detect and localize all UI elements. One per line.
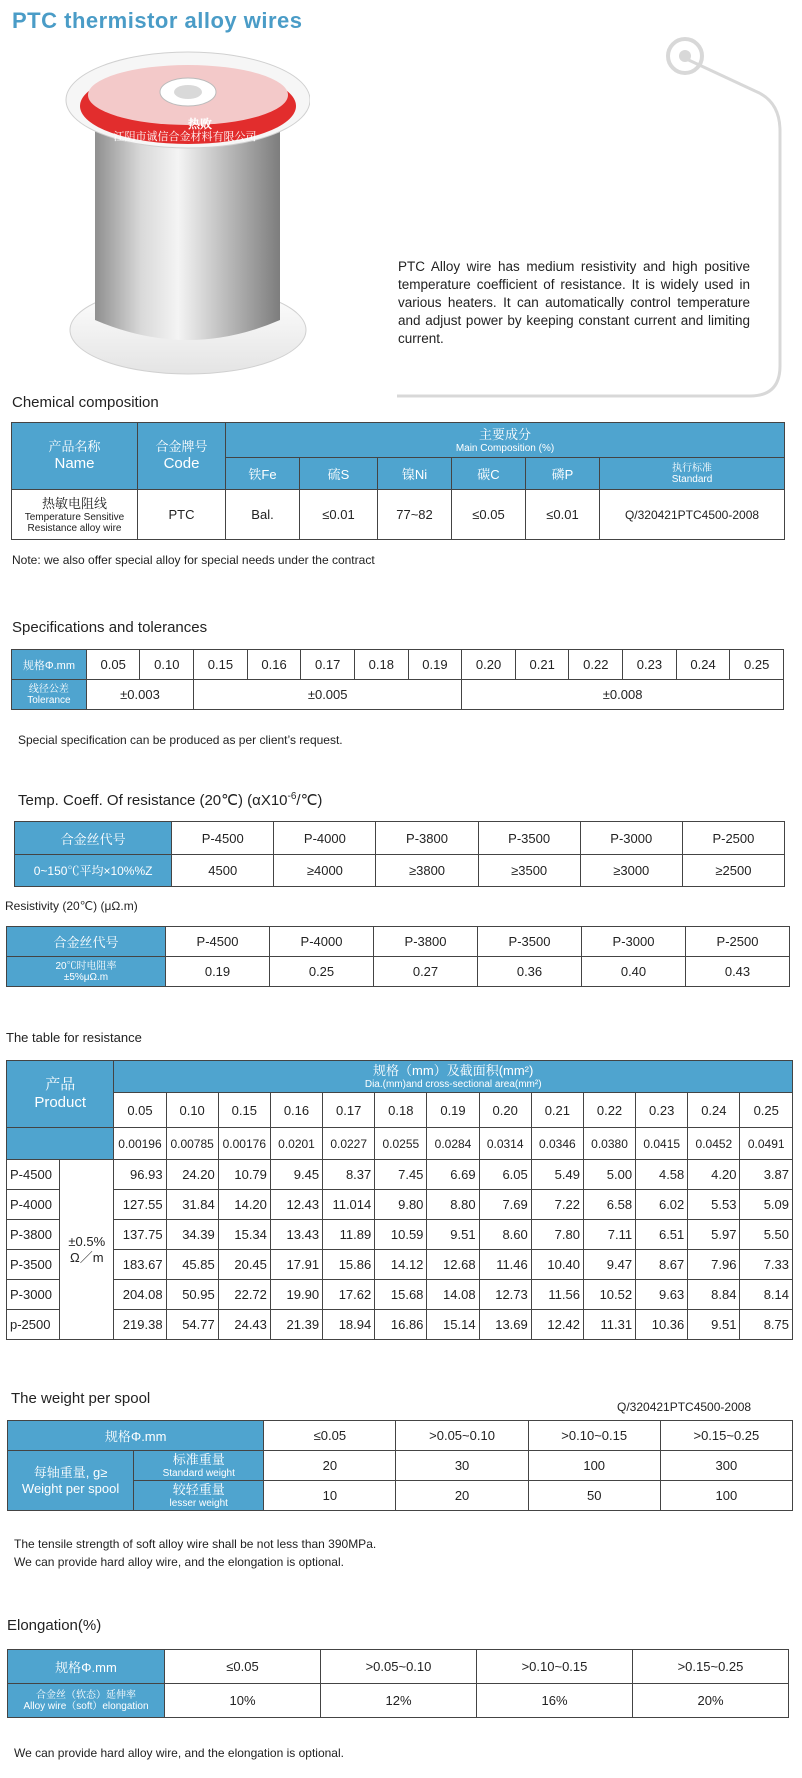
spool-maker-label: 江阴市诚信合金材料有限公司 [113,130,257,143]
res-value: 7.80 [531,1220,583,1250]
table-row [7,1190,793,1220]
tcr-value: ≥4000 [274,855,376,887]
chem-col-p: 磷P [526,458,600,490]
resistivity-value: 0.43 [686,957,790,987]
spec-heading: Specifications and tolerances [12,619,208,636]
spec-size: 0.22 [569,650,623,680]
tcr-value: ≥3000 [580,855,682,887]
res-dia: 0.21 [531,1093,583,1128]
resistivity-code: P-3500 [478,927,582,957]
res-value: 54.77 [166,1310,218,1340]
res-value: 137.75 [114,1220,166,1250]
res-area: 0.0255 [375,1128,427,1160]
res-value: 6.69 [427,1160,479,1190]
elong-value: 12% [321,1684,477,1718]
res-value: 17.62 [323,1280,375,1310]
spool-logo-label: 热败 [187,117,213,131]
res-row-code: P-4500 [7,1160,60,1190]
res-area: 0.0415 [636,1128,688,1160]
res-dia: 0.15 [218,1093,270,1128]
tcr-code: P-4000 [274,822,376,855]
res-value: 15.86 [323,1250,375,1280]
chem-row-code: PTC [138,490,226,540]
res-dia: 0.23 [636,1093,688,1128]
chem-note: Note: we also offer special alloy for special needs under the contract [12,553,375,567]
weight-standard-label: 标准重量 Standard weight [134,1451,264,1481]
res-value: 14.20 [218,1190,270,1220]
res-value: 5.97 [688,1220,740,1250]
weight-heading: The weight per spool [11,1390,151,1407]
res-value: 9.51 [688,1310,740,1340]
elong-value-label: 合金丝（软态）延伸率 Alloy wire（soft）elongation [8,1684,165,1718]
res-area-row [7,1128,793,1160]
weight-range: >0.05~0.10 [396,1421,528,1451]
resistivity-code: P-2500 [686,927,790,957]
res-value: 11.014 [323,1190,375,1220]
res-value: 18.94 [323,1310,375,1340]
elong-range: >0.15~0.25 [633,1650,789,1684]
resistivity-code: P-3800 [374,927,478,957]
res-value: 12.73 [479,1280,531,1310]
res-row-code: P-3800 [7,1220,60,1250]
resistance-table [6,1060,793,1340]
elong-range: >0.05~0.10 [321,1650,477,1684]
table-row [7,1310,793,1340]
res-value: 3.87 [740,1160,793,1190]
resistivity-table [6,926,790,987]
elong-range: ≤0.05 [165,1650,321,1684]
spec-size: 0.21 [515,650,569,680]
res-value: 8.75 [740,1310,793,1340]
elong-table [7,1649,789,1718]
res-dia-row [7,1093,793,1128]
resistivity-value: 0.40 [582,957,686,987]
res-area: 0.00176 [218,1128,270,1160]
spec-table [11,649,784,710]
res-value: 6.05 [479,1160,531,1190]
res-area: 0.0346 [531,1128,583,1160]
weight-standard-value: 100 [528,1451,660,1481]
weight-lesser-value: 20 [396,1481,528,1511]
res-area: 0.0201 [270,1128,322,1160]
res-value: 14.08 [427,1280,479,1310]
table-row [7,1250,793,1280]
res-value: 14.12 [375,1250,427,1280]
resistivity-value: 0.36 [478,957,582,987]
spec-tolerance: ±0.003 [86,680,193,710]
res-area: 0.00196 [114,1128,166,1160]
res-value: 15.14 [427,1310,479,1340]
res-value: 12.68 [427,1250,479,1280]
res-row-code: p-2500 [7,1310,60,1340]
res-value: 10.36 [636,1310,688,1340]
resistivity-value: 0.19 [166,957,270,987]
res-value: 8.67 [636,1250,688,1280]
res-value: 11.89 [323,1220,375,1250]
table-row [7,1280,793,1310]
res-value: 6.51 [636,1220,688,1250]
spec-size: 0.16 [247,650,301,680]
table-row [7,1160,793,1190]
chem-val: ≤0.05 [452,490,526,540]
resistivity-value: 0.25 [270,957,374,987]
res-dia: 0.17 [323,1093,375,1128]
res-value: 10.79 [218,1160,270,1190]
tcr-code: P-3800 [376,822,478,855]
res-value: 4.58 [636,1160,688,1190]
resistivity-code-label: 合金丝代号 [7,927,166,957]
res-unit: ±0.5% Ω／m [60,1160,114,1340]
res-area: 0.0380 [583,1128,635,1160]
tcr-code: P-4500 [172,822,274,855]
spec-size: 0.05 [86,650,140,680]
weight-standard: Q/320421PTC4500-2008 [617,1400,752,1414]
elong-value: 16% [477,1684,633,1718]
res-dia: 0.16 [270,1093,322,1128]
res-value: 22.72 [218,1280,270,1310]
res-area: 0.0284 [427,1128,479,1160]
res-value: 10.59 [375,1220,427,1250]
tcr-value: ≥2500 [682,855,784,887]
tcr-code: P-3500 [478,822,580,855]
res-value: 50.95 [166,1280,218,1310]
spec-note: Special specification can be produced as per client’s request. [18,733,343,747]
res-value: 11.31 [583,1310,635,1340]
res-dia: 0.25 [740,1093,793,1128]
spec-size: 0.18 [354,650,408,680]
spec-size: 0.19 [408,650,462,680]
wire-spool-image [60,40,310,375]
elong-value: 20% [633,1684,789,1718]
res-dia: 0.19 [427,1093,479,1128]
res-value: 8.60 [479,1220,531,1250]
res-area: 0.0452 [688,1128,740,1160]
res-value: 17.91 [270,1250,322,1280]
res-value: 9.63 [636,1280,688,1310]
weight-standard-value: 30 [396,1451,528,1481]
chem-val: ≤0.01 [526,490,600,540]
res-area: 0.0314 [479,1128,531,1160]
weight-standard-value: 20 [264,1451,396,1481]
elong-size-label: 规格Φ.mm [8,1650,165,1684]
weight-size-label: 规格Φ.mm [8,1421,264,1451]
weight-lesser-value: 10 [264,1481,396,1511]
res-table-heading: The table for resistance [6,1030,142,1045]
weight-per-spool-label: 每轴重量, g≥ Weight per spool [8,1451,134,1511]
res-value: 9.47 [583,1250,635,1280]
tcr-value-label: 0~150℃平均×10%%Z [15,855,172,887]
tcr-heading: Temp. Coeff. Of resistance (20℃) $(\alpha X10^{-6}/℃)$ [18,791,323,809]
chem-name-header: 产品名称 Name [12,423,138,490]
res-value: 10.40 [531,1250,583,1280]
res-area: 0.0491 [740,1128,793,1160]
chem-heading: Chemical composition [12,394,159,411]
tcr-code: P-2500 [682,822,784,855]
weight-table [7,1420,793,1511]
res-value: 16.86 [375,1310,427,1340]
res-row-code: P-3500 [7,1250,60,1280]
weight-range: ≤0.05 [264,1421,396,1451]
res-dia: 0.05 [114,1093,166,1128]
weight-note-1: The tensile strength of soft alloy wire shall be not less than 390MPa. [14,1537,377,1551]
chem-col-standard: 执行标准 Standard [600,458,785,490]
res-value: 45.85 [166,1250,218,1280]
chem-col-c: 碳C [452,458,526,490]
weight-range: >0.15~0.25 [660,1421,792,1451]
res-value: 24.43 [218,1310,270,1340]
res-value: 31.84 [166,1190,218,1220]
elong-value: 10% [165,1684,321,1718]
res-value: 8.14 [740,1280,793,1310]
chem-row-name: 热敏电阻线 Temperature Sensitive Resistance alloy wire [12,490,138,540]
resistivity-value: 0.27 [374,957,478,987]
res-value: 7.22 [531,1190,583,1220]
resistivity-code: P-4000 [270,927,374,957]
res-value: 5.50 [740,1220,793,1250]
page-title: PTC thermistor alloy wires [12,8,303,33]
res-value: 20.45 [218,1250,270,1280]
res-area: 0.0227 [323,1128,375,1160]
res-area-blank [7,1128,114,1160]
elong-note: We can provide hard alloy wire, and the elongation is optional. [14,1746,344,1760]
weight-lesser-value: 100 [660,1481,792,1511]
res-value: 19.90 [270,1280,322,1310]
spec-size: 0.10 [140,650,194,680]
chem-col-ni: 镍Ni [378,458,452,490]
res-row-code: P-3000 [7,1280,60,1310]
res-dia: 0.20 [479,1093,531,1128]
chem-val: 77~82 [378,490,452,540]
res-product-header: 产品 Product [7,1061,114,1128]
res-value: 9.45 [270,1160,322,1190]
res-dia: 0.24 [688,1093,740,1128]
resistivity-value-label: 20℃时电阻率 ±5%μΩ.m [7,957,166,987]
weight-note-2: We can provide hard alloy wire, and the elongation is optional. [14,1555,344,1569]
tcr-value: 4500 [172,855,274,887]
chem-table [11,422,785,540]
res-value: 7.33 [740,1250,793,1280]
res-value: 10.52 [583,1280,635,1310]
spec-size-label: 规格Φ.mm [12,650,87,680]
table-row [7,1220,793,1250]
resistivity-code: P-3000 [582,927,686,957]
res-row-code: P-4000 [7,1190,60,1220]
res-value: 7.96 [688,1250,740,1280]
chem-row-standard: Q/320421PTC4500-2008 [600,490,785,540]
res-value: 7.45 [375,1160,427,1190]
res-value: 8.84 [688,1280,740,1310]
elong-range: >0.10~0.15 [477,1650,633,1684]
res-value: 6.02 [636,1190,688,1220]
res-value: 13.43 [270,1220,322,1250]
res-area: 0.00785 [166,1128,218,1160]
res-value: 204.08 [114,1280,166,1310]
res-value: 183.67 [114,1250,166,1280]
spec-tolerance: ±0.005 [194,680,462,710]
resistivity-code: P-4500 [166,927,270,957]
res-value: 21.39 [270,1310,322,1340]
chem-col-fe: 铁Fe [226,458,300,490]
resistivity-heading: Resistivity (20℃) (μΩ.m) [5,899,138,913]
res-value: 12.42 [531,1310,583,1340]
res-dia-header: 规格（mm）及截面积(mm²) Dia.(mm)and cross-sectional area(mm²) [114,1061,793,1093]
tcr-table [14,821,785,887]
res-value: 5.49 [531,1160,583,1190]
res-value: 9.80 [375,1190,427,1220]
spec-size: 0.15 [194,650,248,680]
spec-size: 0.23 [623,650,677,680]
res-dia: 0.22 [583,1093,635,1128]
res-value: 5.00 [583,1160,635,1190]
chem-code-header: 合金牌号 Code [138,423,226,490]
res-value: 4.20 [688,1160,740,1190]
res-value: 15.34 [218,1220,270,1250]
res-value: 219.38 [114,1310,166,1340]
res-dia: 0.18 [375,1093,427,1128]
res-value: 9.51 [427,1220,479,1250]
res-value: 7.11 [583,1220,635,1250]
spec-size: 0.17 [301,650,355,680]
res-value: 12.43 [270,1190,322,1220]
spec-size: 0.25 [730,650,784,680]
res-value: 34.39 [166,1220,218,1250]
res-value: 8.80 [427,1190,479,1220]
res-value: 6.58 [583,1190,635,1220]
res-value: 5.53 [688,1190,740,1220]
tcr-value: ≥3500 [478,855,580,887]
tcr-code-label: 合金丝代号 [15,822,172,855]
intro-text: PTC Alloy wire has medium resistivity and high positive temperature coefficient of resistance. It is widely used in various heaters. It can automatically control temperature and adjust power by keeping constant current and limiting current. [398,259,750,346]
res-value: 13.69 [479,1310,531,1340]
weight-range: >0.10~0.15 [528,1421,660,1451]
weight-standard-value: 300 [660,1451,792,1481]
res-value: 127.55 [114,1190,166,1220]
res-value: 8.37 [323,1160,375,1190]
tcr-value: ≥3800 [376,855,478,887]
chem-val: Bal. [226,490,300,540]
res-value: 5.09 [740,1190,793,1220]
spec-tolerance: ±0.008 [462,680,784,710]
res-value: 15.68 [375,1280,427,1310]
res-value: 96.93 [114,1160,166,1190]
chem-main-header: 主要成分 Main Composition (%) [226,423,785,458]
tcr-code: P-3000 [580,822,682,855]
res-dia: 0.10 [166,1093,218,1128]
chem-val: ≤0.01 [300,490,378,540]
chem-col-s: 硫S [300,458,378,490]
spec-tolerance-label: 线径公差 Tolerance [12,680,87,710]
res-value: 11.46 [479,1250,531,1280]
res-value: 11.56 [531,1280,583,1310]
res-value: 7.69 [479,1190,531,1220]
spec-size: 0.20 [462,650,516,680]
weight-lesser-value: 50 [528,1481,660,1511]
elong-heading: Elongation(%) [7,1617,102,1634]
spec-size: 0.24 [676,650,730,680]
res-value: 24.20 [166,1160,218,1190]
weight-lesser-label: 较轻重量 lesser weight [134,1481,264,1511]
